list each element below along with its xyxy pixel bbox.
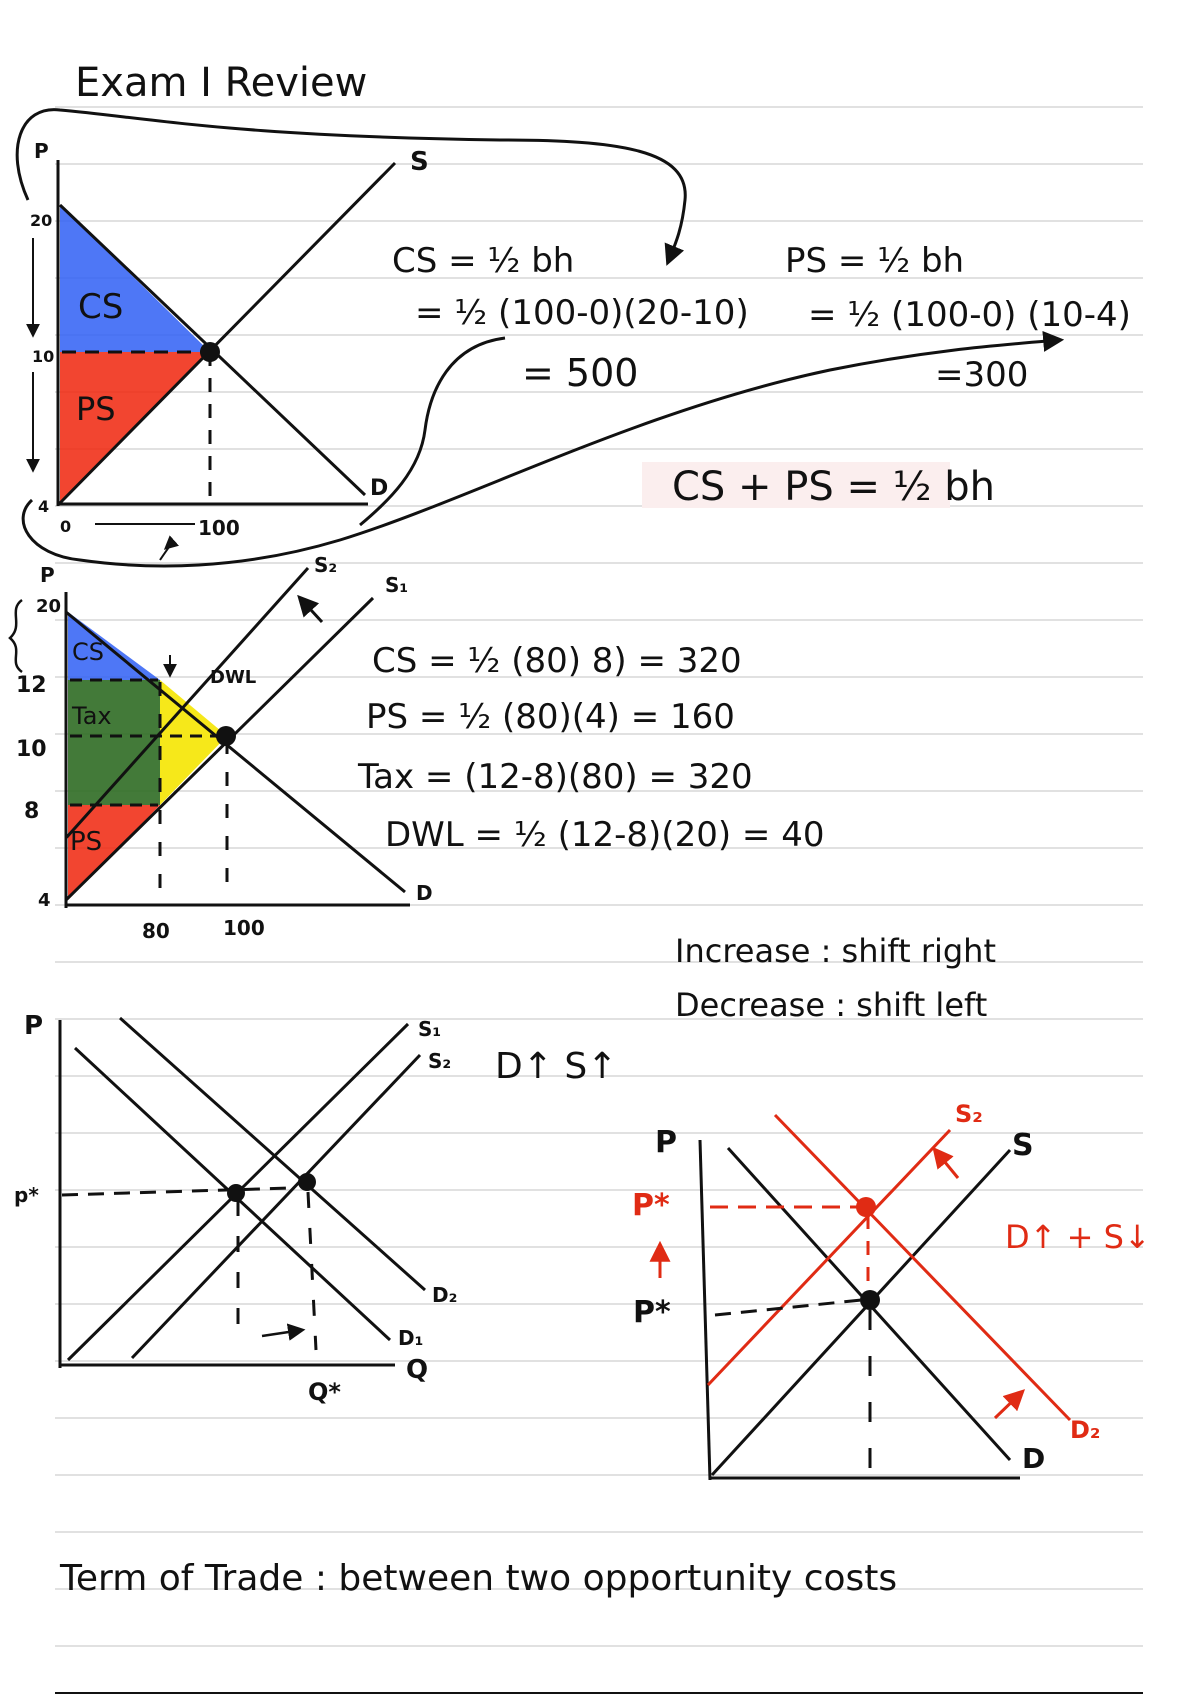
total-surplus-formula: CS + PS = ½ bh — [672, 464, 995, 510]
page-title: Exam I Review — [75, 60, 368, 106]
graph4-s-shift-arrow — [935, 1150, 958, 1178]
terms-of-trade-note: Term of Trade : between two opportunity costs — [60, 1558, 898, 1599]
graph2-tax-eq: Tax = (12-8)(80) = 320 — [358, 757, 753, 797]
graph4-new-price-label: P* — [632, 1188, 670, 1223]
cs-formula-line1: CS = ½ bh — [392, 241, 575, 281]
graph3-d1-label: D₁ — [398, 1326, 424, 1350]
graph1-cs-label: CS — [78, 287, 124, 327]
graph4-d-shift-arrow — [995, 1392, 1022, 1418]
graph4-old-equilibrium — [860, 1290, 880, 1310]
graph1-equilibrium-point — [200, 342, 220, 362]
ruled-lines — [55, 107, 1143, 1646]
graph2-p-label: P — [40, 563, 55, 587]
graph2-equilibrium-point — [216, 726, 236, 746]
increase-note: Increase : shift right — [675, 932, 996, 970]
graph1-x-tick-0: 0 — [60, 517, 72, 536]
ps-formula-line2: = ½ (100-0) (10-4) — [808, 295, 1131, 335]
graph1-y-tick-10: 10 — [32, 347, 55, 366]
cs-result: = 500 — [522, 351, 639, 395]
cs-formula-line2: = ½ (100-0)(20-10) — [415, 293, 749, 333]
graph2-ps-eq: PS = ½ (80)(4) = 160 — [366, 697, 735, 737]
graph2-x-tick-100: 100 — [223, 916, 265, 940]
graph1-d-label: D — [370, 476, 389, 501]
graph3-d2-label: D₂ — [432, 1283, 458, 1307]
graph2 — [10, 553, 433, 943]
graph2-s2-label: S₂ — [314, 553, 338, 577]
graph3-s2-label: S₂ — [428, 1049, 452, 1073]
graph2-d-label: D — [416, 881, 433, 905]
graph3-new-equilibrium — [298, 1173, 316, 1191]
graph2-dwl-label: DWL — [210, 667, 257, 688]
graph4-s-label: S — [1012, 1128, 1034, 1163]
graph4 — [632, 1100, 1151, 1480]
graph1-curl-arrow — [160, 544, 171, 560]
graph4-d2-label: D₂ — [1070, 1416, 1101, 1444]
graph3-price-label: p* — [14, 1183, 39, 1207]
graph1-ps-label: PS — [76, 390, 116, 428]
graph2-x-tick-80: 80 — [142, 919, 170, 943]
graph3-d2-line — [120, 1018, 425, 1290]
graph3-s2-line — [132, 1055, 420, 1358]
graph2-dwl-eq: DWL = ½ (12-8)(20) = 40 — [385, 815, 825, 855]
graph3-qty-label: Q* — [308, 1378, 341, 1406]
graph2-s1-label: S₁ — [385, 573, 409, 597]
graph3-q-label: Q — [406, 1355, 429, 1385]
graph1-x-tick-100: 100 — [198, 516, 240, 540]
graph3 — [14, 1011, 617, 1406]
graph2-tax-label: Tax — [72, 702, 112, 730]
graph2-y-tick-8: 8 — [24, 799, 40, 824]
graph2-y-tick-10: 10 — [16, 737, 47, 762]
graph3-s1-label: S₁ — [418, 1017, 442, 1041]
graph4-caption: D↑ + S↓ — [1005, 1218, 1151, 1256]
decrease-note: Decrease : shift left — [675, 986, 988, 1024]
graph2-y-tick-12: 12 — [16, 673, 47, 698]
graph2-cs-eq: CS = ½ (80) 8) = 320 — [372, 641, 742, 681]
graph4-p-label: P — [655, 1125, 677, 1160]
graph1-top-loop — [17, 110, 685, 262]
graph1-s-label: S — [410, 147, 429, 177]
ps-formula-line1: PS = ½ bh — [785, 241, 965, 281]
graph2-brace — [10, 600, 22, 672]
graph2-ps-label: PS — [70, 827, 103, 857]
graph2-y-tick-4: 4 — [38, 890, 51, 911]
graph4-old-price-label: P* — [633, 1295, 671, 1330]
graph2-cs-label: CS — [72, 638, 104, 666]
graph1-p-label: P — [34, 139, 49, 163]
graph2-shift-arrow — [300, 598, 322, 622]
graph4-s2-label: S₂ — [955, 1100, 983, 1128]
graph3-old-equilibrium — [227, 1184, 245, 1202]
graph2-y-tick-20: 20 — [36, 596, 62, 617]
graph4-d-label: D — [1022, 1442, 1046, 1475]
graph1-y-tick-20: 20 — [30, 211, 53, 230]
graph4-y-axis — [700, 1140, 710, 1480]
graph1-y-tick-4: 4 — [38, 497, 50, 516]
graph3-qty-arrow — [262, 1330, 302, 1336]
ps-result: =300 — [935, 355, 1029, 395]
graph4-new-equilibrium — [856, 1197, 876, 1217]
graph3-p-label: P — [24, 1011, 44, 1041]
graph3-price-dash — [62, 1188, 292, 1195]
graph3-caption: D↑ S↑ — [495, 1046, 618, 1087]
